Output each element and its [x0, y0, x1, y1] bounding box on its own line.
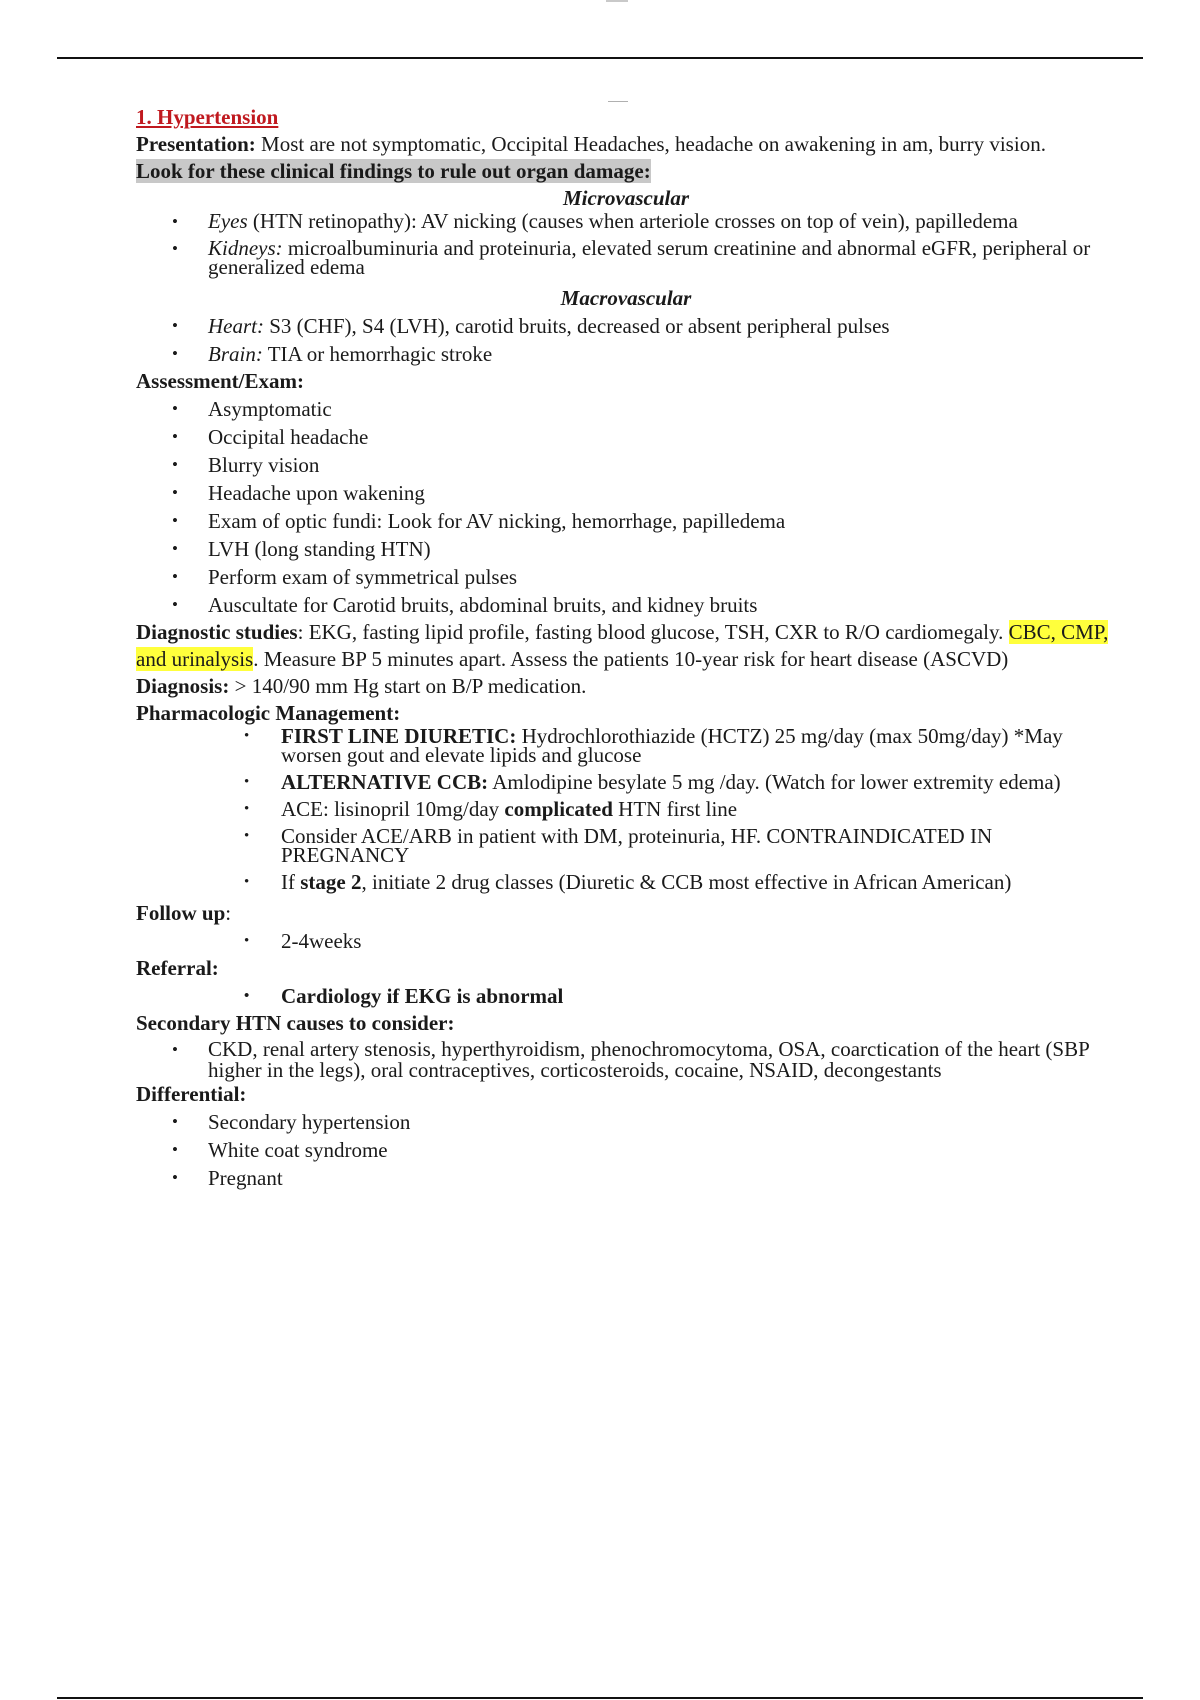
item-bold: stage 2 [300, 870, 362, 894]
referral-list [136, 982, 1116, 1010]
page-top-marker [606, 0, 628, 2]
list-item: • Perform exam of symmetrical pulses [136, 563, 1116, 591]
diagnosis-text: > 140/90 mm Hg start on B/P medication. [229, 674, 587, 698]
differential-label: Differential: [136, 1082, 247, 1106]
diagnosis-label: Diagnosis: [136, 674, 230, 698]
referral-label: Referral: [136, 956, 219, 980]
list-item [136, 797, 1116, 821]
microvascular-heading: Microvascular [563, 186, 689, 210]
document-body [136, 104, 1116, 1192]
follow-up-colon: : [225, 901, 232, 925]
item-text: HTN first line [612, 797, 738, 821]
presentation-label: Presentation: [136, 132, 256, 156]
list-item: • Asymptomatic [136, 395, 1116, 423]
item-text: Consider ACE/ARB in patient with DM, proteinuria, HF. CONTRAINDICATED IN PREGNANCY [281, 824, 993, 867]
secondary-list [136, 1039, 1116, 1081]
list-item [136, 870, 1116, 894]
item-pre: ACE: lisinopril 10mg/day [281, 797, 505, 821]
microvascular-list [136, 209, 1116, 279]
secondary-label: Secondary HTN causes to consider: [136, 1011, 455, 1035]
list-item: • Blurry vision [136, 451, 1116, 479]
diagnostic-text: : EKG, fasting lipid profile, fasting blood glucose, TSH, CXR to R/O cardiomegaly. [297, 620, 1009, 644]
term-kidneys: Kidneys: [208, 236, 283, 260]
list-item: • Secondary hypertension [136, 1108, 1116, 1136]
item-pre: If [281, 870, 301, 894]
list-item: • CKD, renal artery stenosis, hyperthyroidism, phenochromocytoma, OSA, coarctication of the heart (SBP higher in the legs), oral contraceptives, corticosteroids, cocaine, NSAID, decongestants [136, 1039, 1116, 1081]
header-rule [57, 57, 1143, 59]
item-bold: ALTERNATIVE CCB: [281, 770, 489, 794]
presentation-paragraph [136, 131, 1116, 158]
macrovascular-heading: Macrovascular [560, 286, 692, 310]
list-item [136, 312, 1116, 340]
list-item: • Auscultate for Carotid bruits, abdominal bruits, and kidney bruits [136, 591, 1116, 619]
item-text: (HTN retinopathy): AV nicking (causes when arteriole crosses on top of vein), papilledema [247, 209, 1018, 233]
list-item [136, 770, 1116, 794]
diagnosis-paragraph [136, 673, 1116, 700]
footer-rule [57, 1697, 1143, 1699]
follow-up-list [136, 927, 1116, 955]
diagnostic-highlight: CBC, CMP, and urinalysis [136, 620, 1109, 671]
list-item [136, 209, 1116, 233]
list-item [136, 824, 1116, 867]
item-text: , initiate 2 drug classes (Diuretic & CCB most effective in African American) [361, 870, 1012, 894]
item-bold: FIRST LINE DIURETIC: [281, 724, 517, 748]
follow-up-label: Follow up [136, 901, 226, 925]
presentation-text: Most are not symptomatic, Occipital Headaches, headache on awakening in am, burry vision. [255, 132, 1046, 156]
diagnostic-text-after: . Measure BP 5 minutes apart. Assess the patients 10-year risk for heart disease (ASCVD) [253, 647, 1009, 671]
list-item: • Cardiology if EKG is abnormal [136, 982, 1116, 1010]
list-item: • Occipital headache [136, 423, 1116, 451]
item-text: S3 (CHF), S4 (LVH), carotid bruits, decreased or absent peripheral pulses [264, 314, 890, 338]
term-heart: Heart: [208, 314, 264, 338]
item-text: TIA or hemorrhagic stroke [262, 342, 493, 366]
assessment-label: Assessment/Exam: [136, 369, 304, 393]
section-title: 1. Hypertension [136, 105, 279, 129]
differential-list [136, 1108, 1116, 1192]
diagnostic-paragraph [136, 619, 1116, 673]
pharm-label: Pharmacologic Management: [136, 701, 401, 725]
list-item: • Pregnant [136, 1164, 1116, 1192]
item-bold: complicated [504, 797, 613, 821]
list-item: • Headache upon wakening [136, 479, 1116, 507]
assessment-list [136, 395, 1116, 619]
list-item: • White coat syndrome [136, 1136, 1116, 1164]
item-text: microalbuminuria and proteinuria, elevated serum creatinine and abnormal eGFR, peripheral or generalized edema [208, 236, 1091, 279]
list-item: • LVH (long standing HTN) [136, 535, 1116, 563]
list-item: • 2-4weeks [136, 927, 1116, 955]
list-item: • Exam of optic fundi: Look for AV nicking, hemorrhage, papilledema [136, 507, 1116, 535]
page-center-marker [608, 101, 628, 102]
diagnostic-label: Diagnostic studies [136, 620, 298, 644]
organ-damage-heading: Look for these clinical findings to rule out organ damage: [136, 159, 651, 183]
item-text: Amlodipine besylate 5 mg /day. (Watch for lower extremity edema) [488, 770, 1061, 794]
macrovascular-list [136, 312, 1116, 368]
pharm-list [136, 724, 1116, 894]
item-text: Hydrochlorothiazide (HCTZ) 25 mg/day (max 50mg/day) *May worsen gout and elevate lipids and glucose [281, 724, 1063, 767]
follow-up-paragraph [136, 900, 1116, 927]
list-item [136, 724, 1116, 767]
term-eyes: Eyes [208, 209, 248, 233]
list-item [136, 340, 1116, 368]
list-item [136, 236, 1116, 279]
term-brain: Brain: [208, 342, 263, 366]
